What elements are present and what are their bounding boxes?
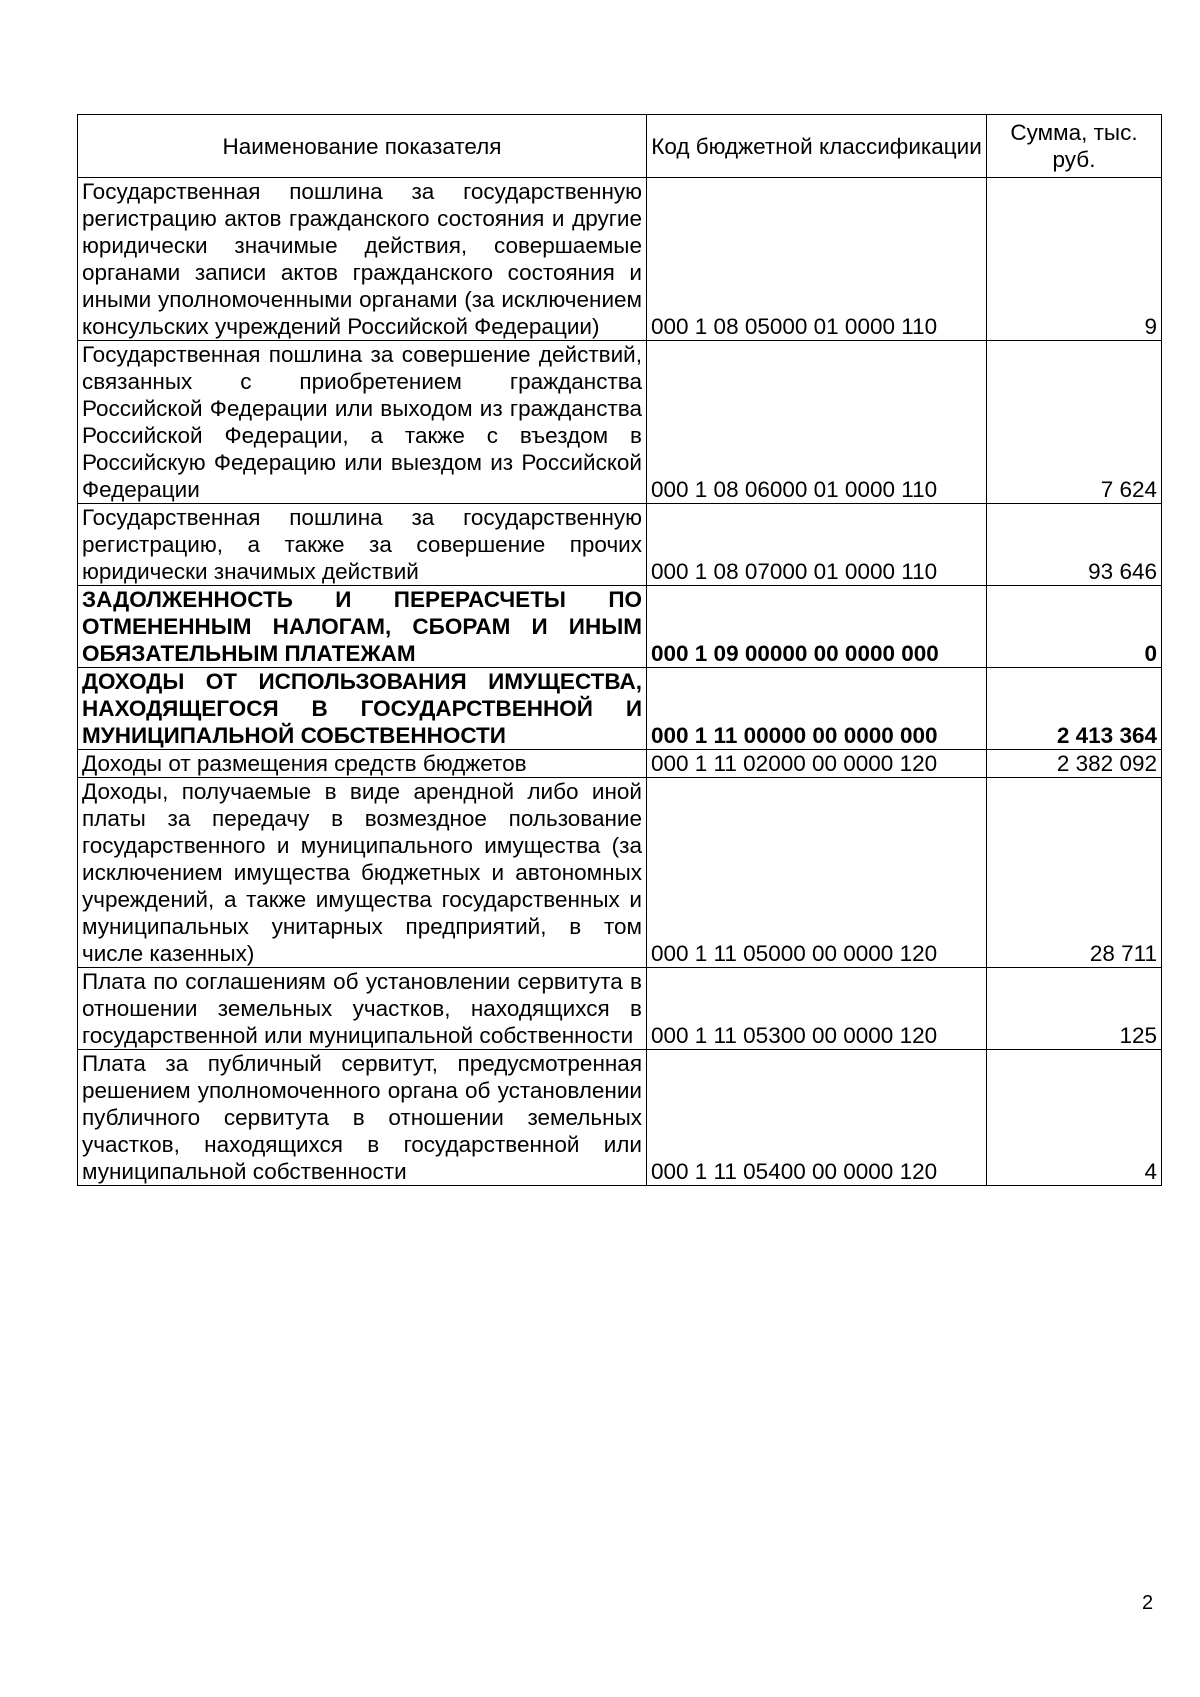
row-sum: 7 624 <box>987 341 1162 504</box>
row-code: 000 1 08 05000 01 0000 110 <box>647 178 987 341</box>
row-code: 000 1 11 05000 00 0000 120 <box>647 778 987 968</box>
row-sum: 125 <box>987 968 1162 1050</box>
table-row <box>78 778 1162 968</box>
table-row <box>78 968 1162 1050</box>
table-row <box>78 1050 1162 1186</box>
row-code: 000 1 11 05400 00 0000 120 <box>647 1050 987 1186</box>
table-row <box>78 750 1162 778</box>
row-sum: 2 413 364 <box>987 668 1162 750</box>
row-sum: 2 382 092 <box>987 750 1162 778</box>
row-sum: 28 711 <box>987 778 1162 968</box>
row-name: Государственная пошлина за совершение действий, связанных с приобретением гражданства Российской Федерации или выходом из гражданства Российской Федерации, а также с въездом в Российскую Федерацию или выездом из Российской Федерации <box>78 341 647 504</box>
row-code: 000 1 11 02000 00 0000 120 <box>647 750 987 778</box>
table-row <box>78 341 1162 504</box>
table-header-row <box>78 115 1162 178</box>
row-name: Государственная пошлина за государственную регистрацию актов гражданского состояния и другие юридически значимые действия, совершаемые органами записи актов гражданского состояния и иными уполномоченными органами (за исключением консульских учреждений Российской Федерации) <box>78 178 647 341</box>
row-name: Плата по соглашениям об установлении сервитута в отношении земельных участков, находящихся в государственной или муниципальной собственности <box>78 968 647 1050</box>
row-sum: 93 646 <box>987 504 1162 586</box>
row-name: ЗАДОЛЖЕННОСТЬ И ПЕРЕРАСЧЕТЫ ПО ОТМЕНЕННЫМ НАЛОГАМ, СБОРАМ И ИНЫМ ОБЯЗАТЕЛЬНЫМ ПЛАТЕЖАМ <box>78 586 647 668</box>
row-sum: 4 <box>987 1050 1162 1186</box>
row-sum: 0 <box>987 586 1162 668</box>
header-sum: Сумма, тыс. руб. <box>987 115 1162 178</box>
row-name: Доходы, получаемые в виде арендной либо иной платы за передачу в возмездное пользование государственного и муниципального имущества (за исключением имущества бюджетных и автономных учреждений, а также имущества государственных и муниципальных унитарных предприятий, в том числе казенных) <box>78 778 647 968</box>
row-name: Доходы от размещения средств бюджетов <box>78 750 647 778</box>
table-row-section <box>78 586 1162 668</box>
row-name: Государственная пошлина за государственную регистрацию, а также за совершение прочих юридически значимых действий <box>78 504 647 586</box>
row-code: 000 1 08 07000 01 0000 110 <box>647 504 987 586</box>
row-sum: 9 <box>987 178 1162 341</box>
page-number: 2 <box>1142 1592 1154 1614</box>
budget-table <box>77 114 1162 1186</box>
row-name: ДОХОДЫ ОТ ИСПОЛЬЗОВАНИЯ ИМУЩЕСТВА, НАХОДЯЩЕГОСЯ В ГОСУДАРСТВЕННОЙ И МУНИЦИПАЛЬНОЙ СОБСТВЕННОСТИ <box>78 668 647 750</box>
table-row-section <box>78 668 1162 750</box>
row-name: Плата за публичный сервитут, предусмотренная решением уполномоченного органа об установлении публичного сервитута в отношении земельных участков, находящихся в государственной или муниципальной собственности <box>78 1050 647 1186</box>
table-row <box>78 178 1162 341</box>
table-row <box>78 504 1162 586</box>
row-code: 000 1 08 06000 01 0000 110 <box>647 341 987 504</box>
row-code: 000 1 11 05300 00 0000 120 <box>647 968 987 1050</box>
row-code: 000 1 11 00000 00 0000 000 <box>647 668 987 750</box>
header-code: Код бюджетной классификации <box>647 115 987 178</box>
header-name: Наименование показателя <box>78 115 647 178</box>
row-code: 000 1 09 00000 00 0000 000 <box>647 586 987 668</box>
